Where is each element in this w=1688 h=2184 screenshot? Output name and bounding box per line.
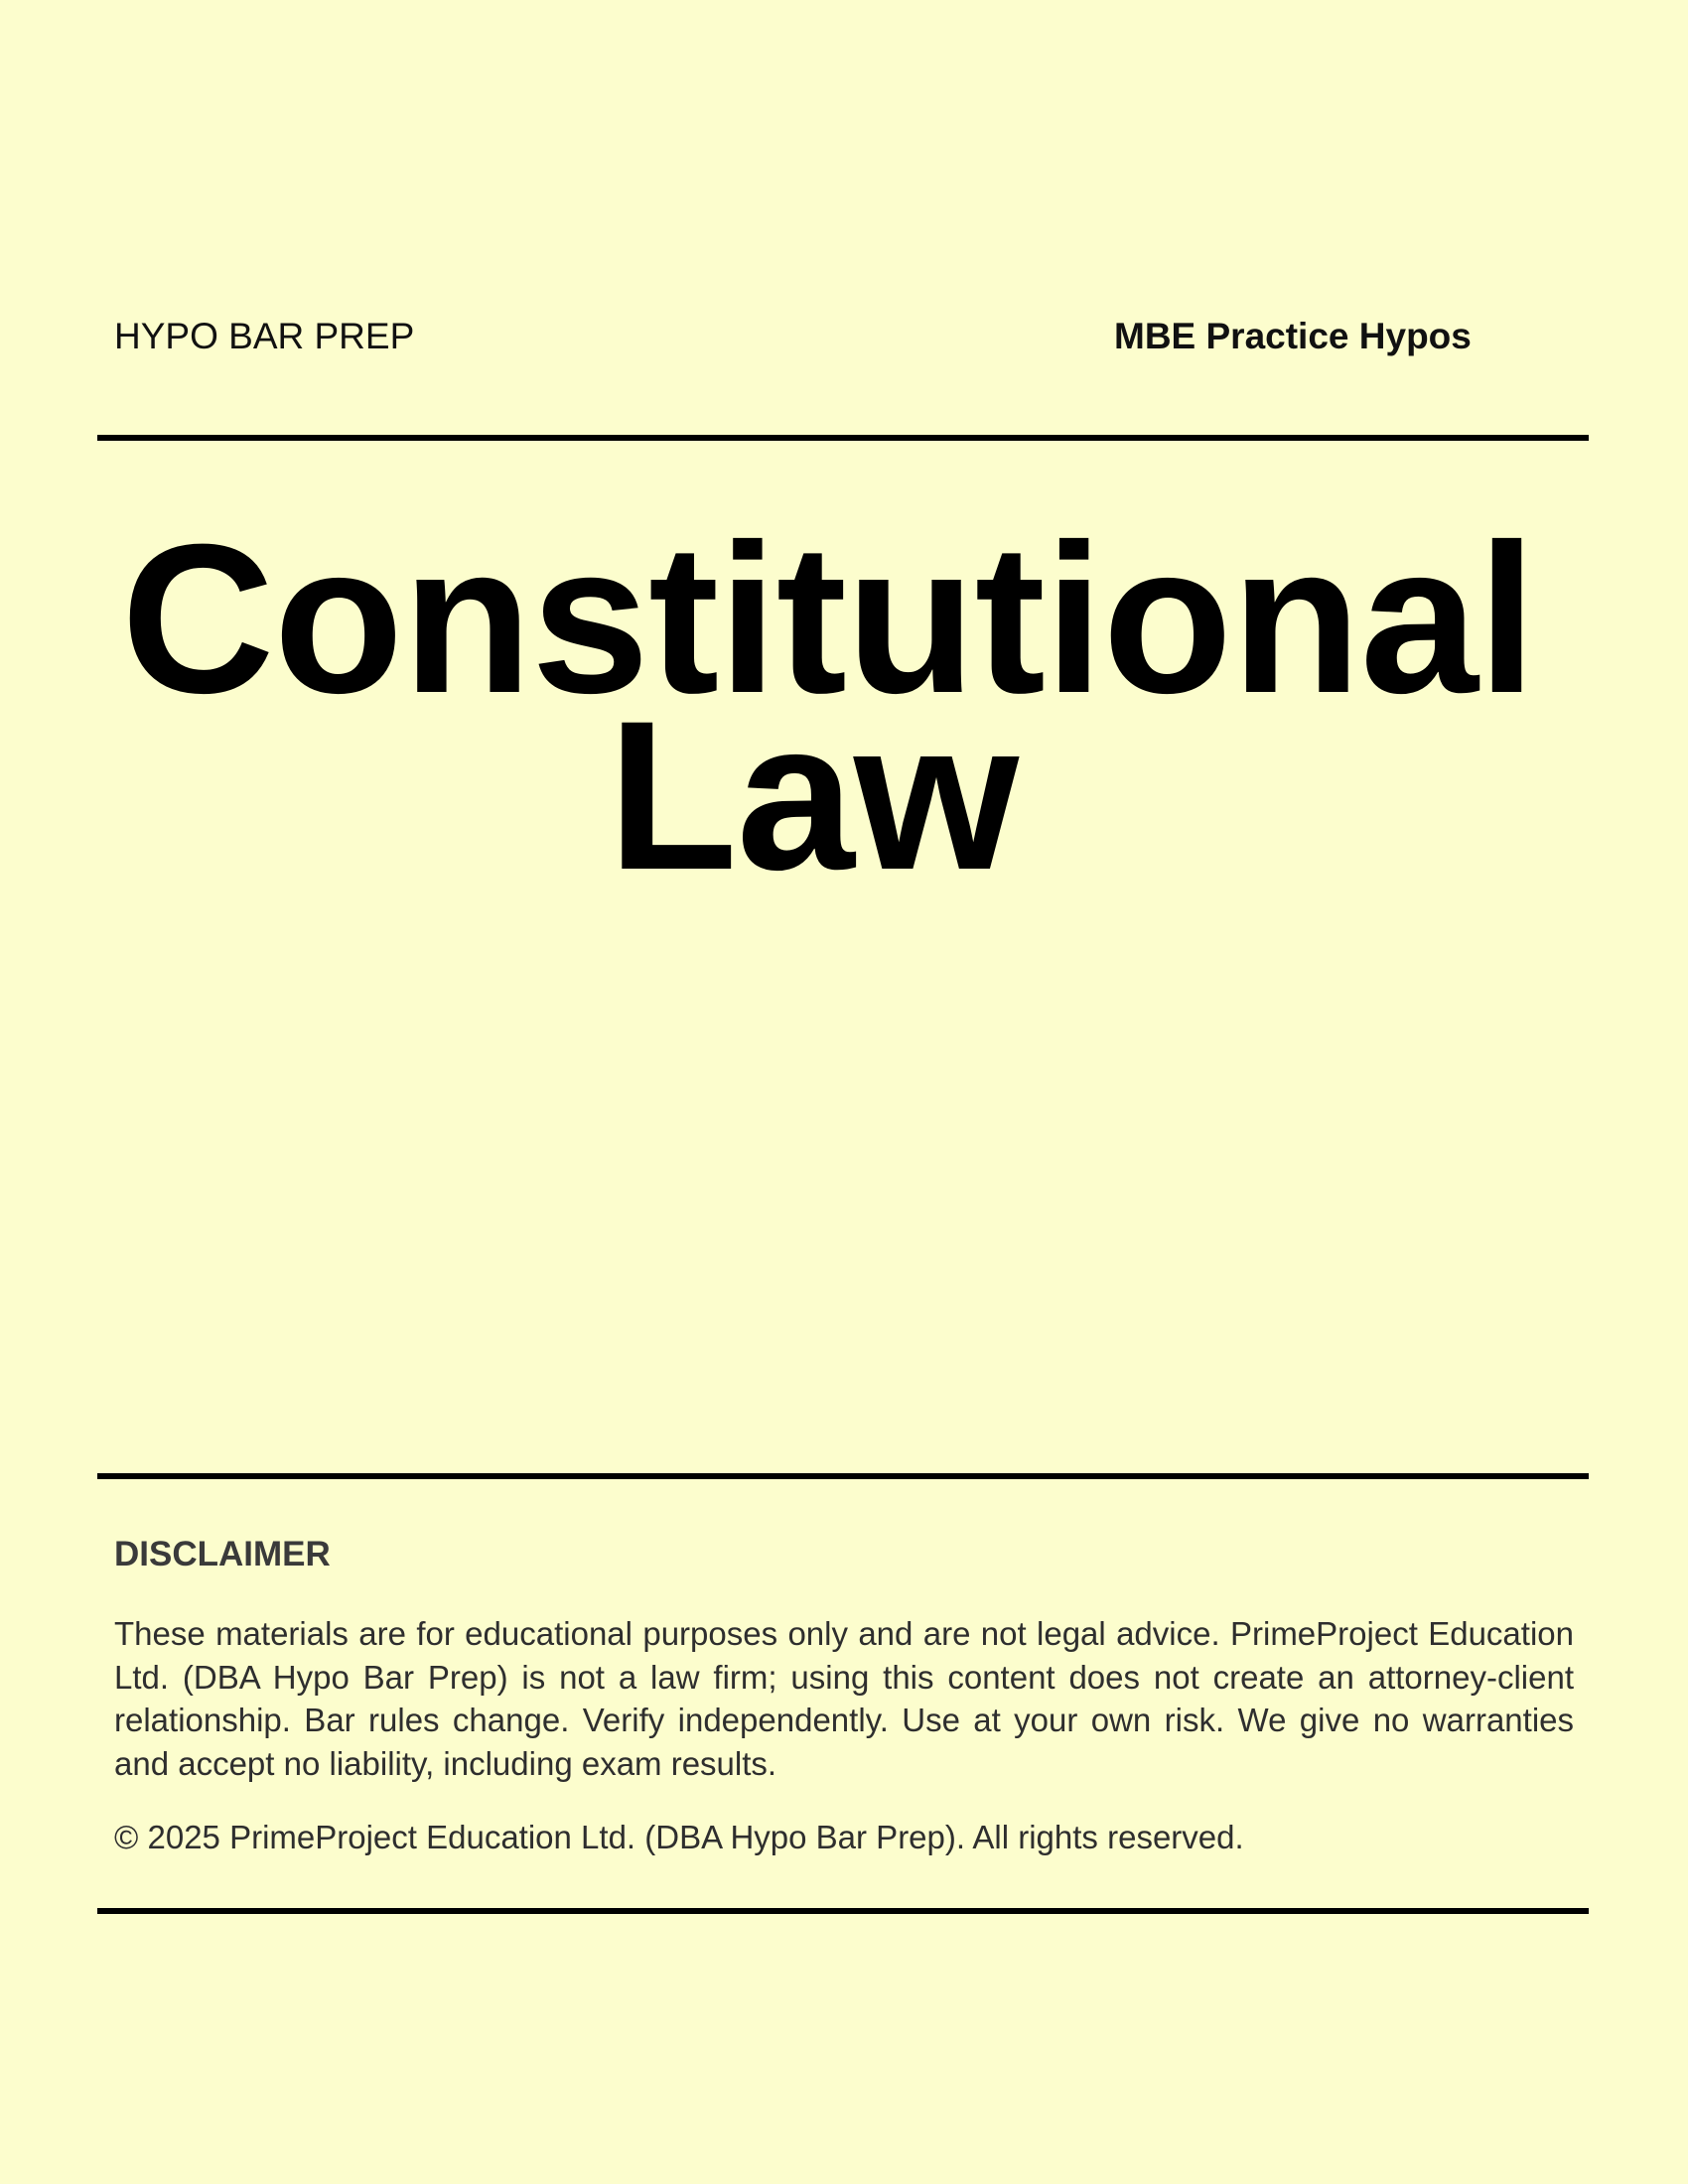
series-title: MBE Practice Hypos <box>1114 316 1472 356</box>
middle-divider <box>97 1473 1589 1479</box>
bottom-divider <box>97 1908 1589 1914</box>
disclaimer-body: These materials are for educational purposes only and are not legal advice. PrimeProject Education Ltd. (DBA Hypo Bar Prep) is not a law firm; using this content does not create an attorney-client relationship. Bar rules change. Verify independently. Use at your own risk. We give no warranties and accept no liability, including exam results. <box>114 1615 1574 1782</box>
page-title <box>0 500 1688 914</box>
top-divider <box>97 435 1589 441</box>
title-line-2: Law <box>608 677 1019 914</box>
copyright-notice: © 2025 PrimeProject Education Ltd. (DBA Hypo Bar Prep). All rights reserved. <box>114 1819 1244 1855</box>
brand-name: HYPO BAR PREP <box>114 316 415 356</box>
title-line-1: Constitutional <box>121 500 1536 738</box>
disclaimer-heading: DISCLAIMER <box>114 1535 331 1573</box>
